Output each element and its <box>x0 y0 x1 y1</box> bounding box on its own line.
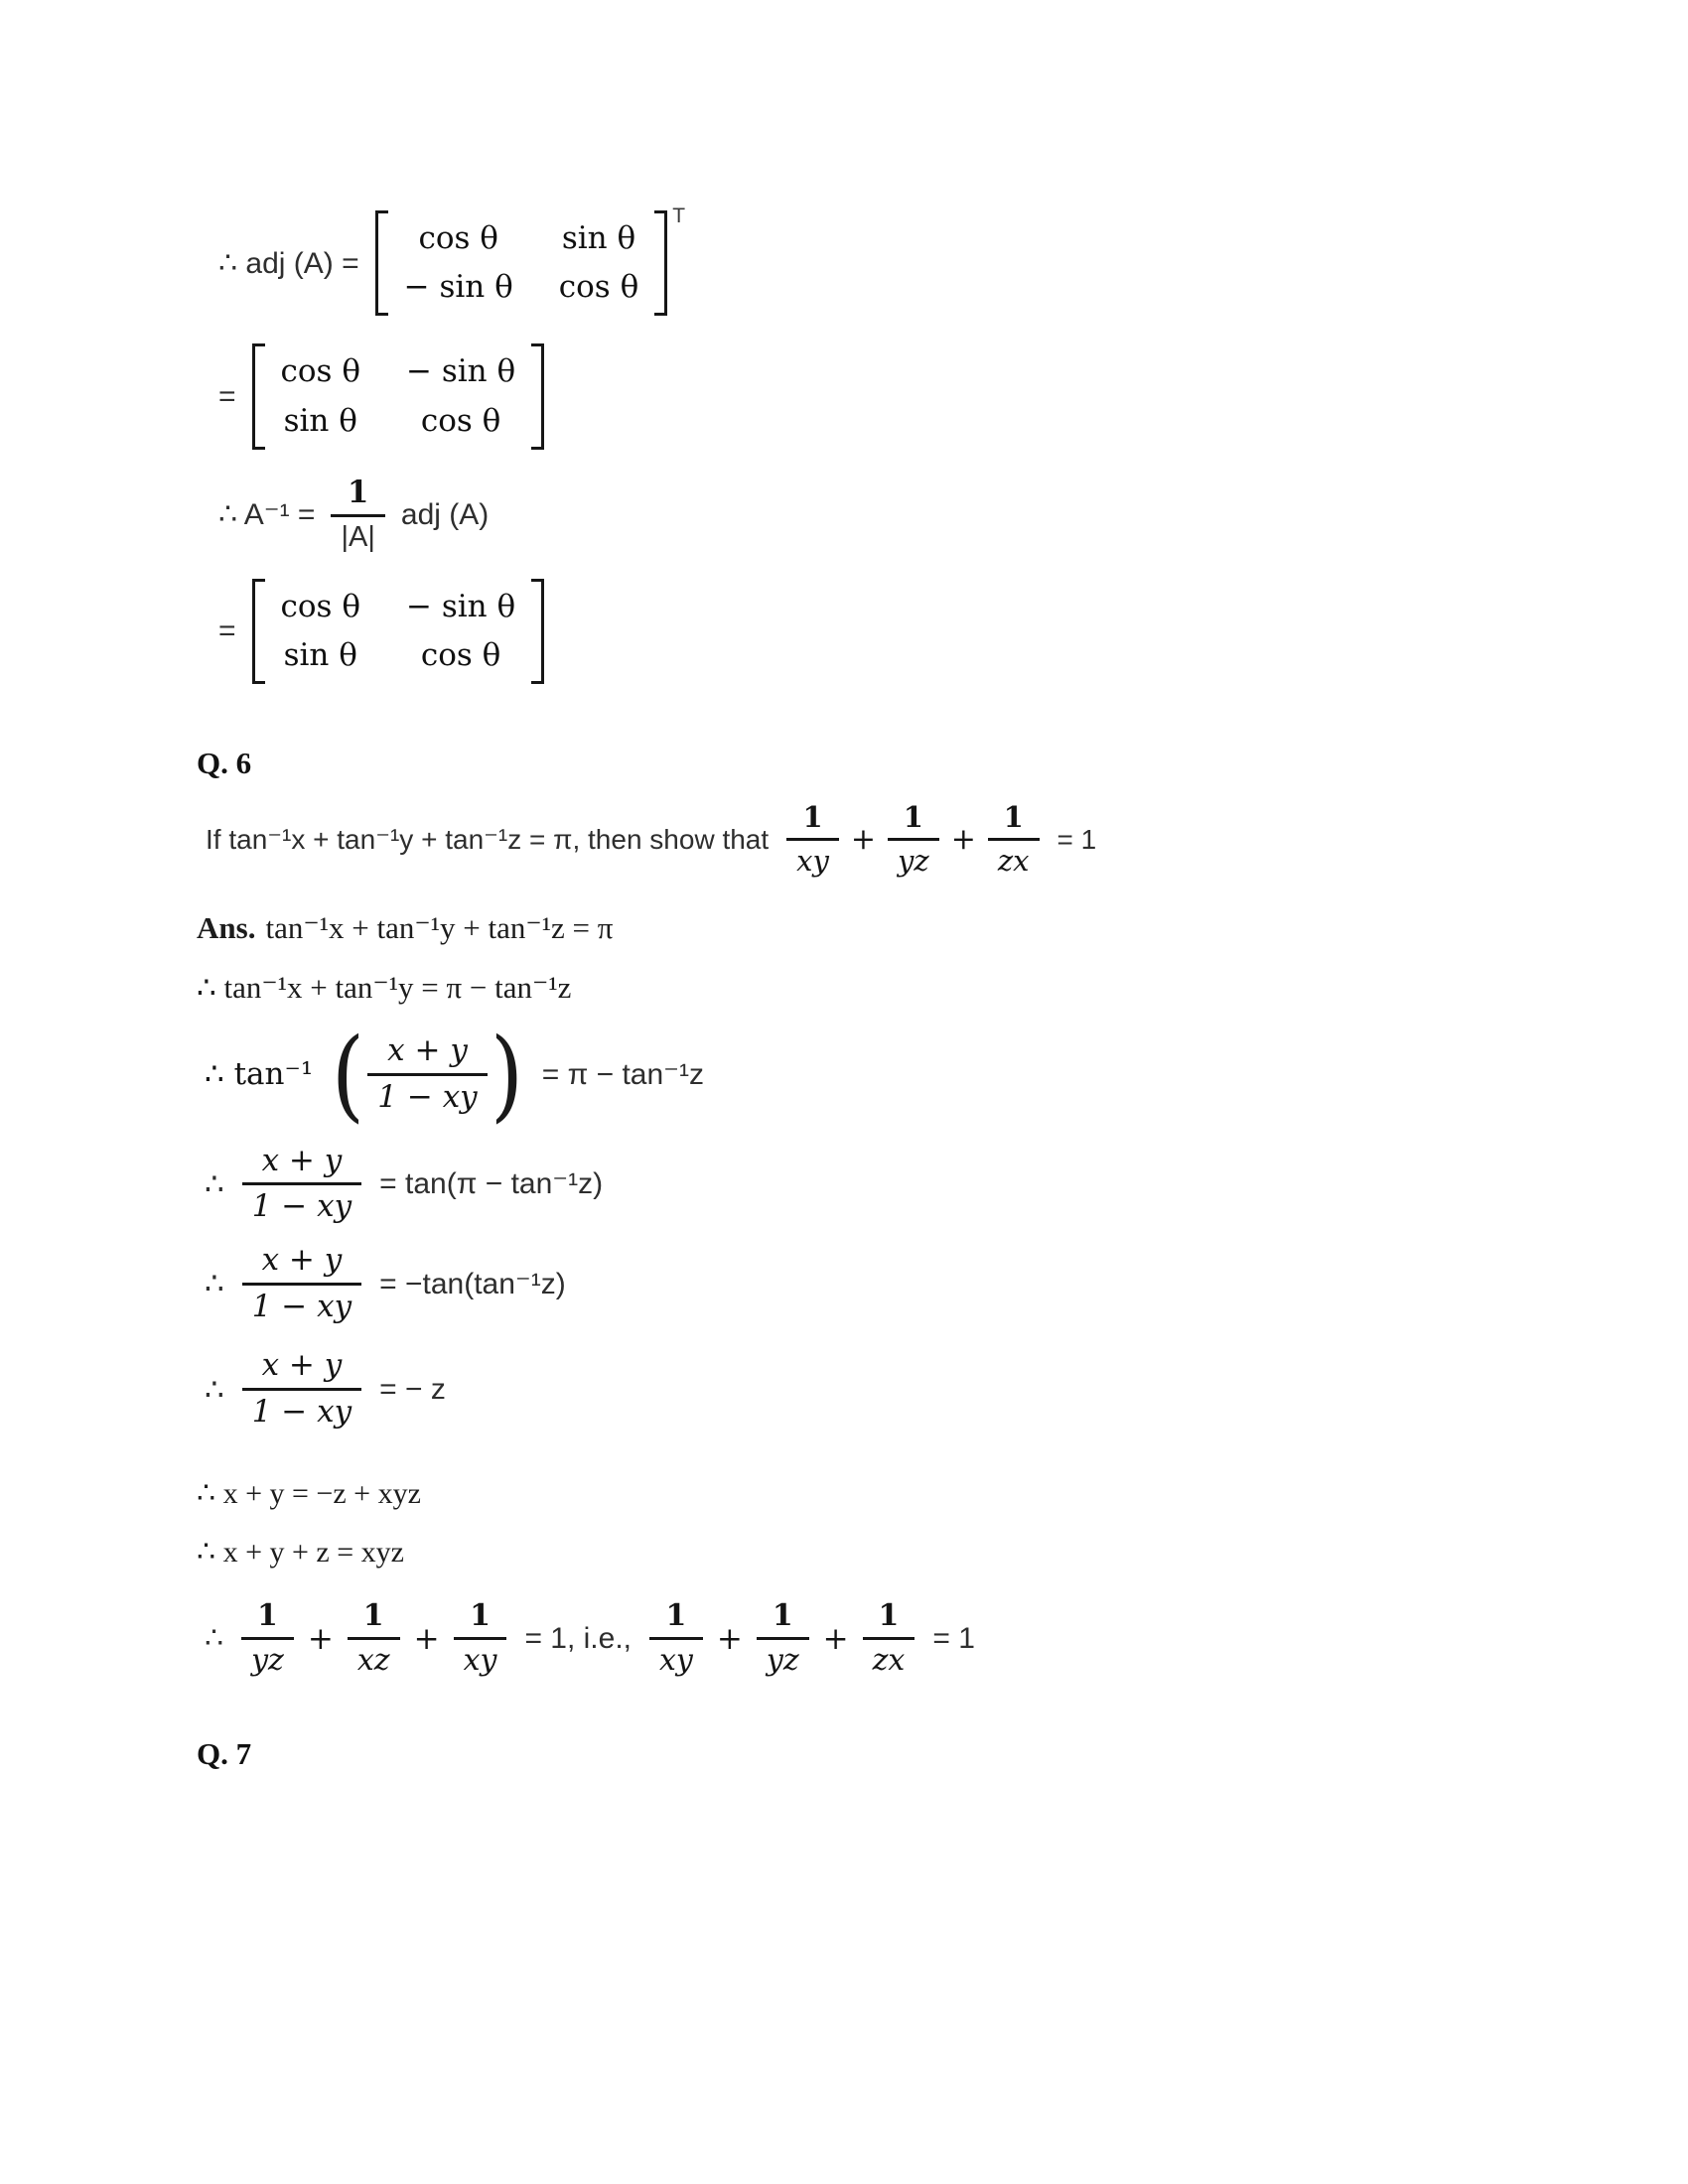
matrix-cell: sin θ <box>283 636 357 673</box>
equation-rhs: = − z <box>379 1372 446 1406</box>
matrix <box>252 343 545 449</box>
right-bracket <box>531 343 544 449</box>
fraction-xy <box>242 1348 361 1430</box>
matrix-cell: cos θ <box>280 588 360 624</box>
matrix-grid <box>388 210 655 316</box>
plus-sign: + <box>716 1620 743 1657</box>
fraction-1-xy <box>649 1599 703 1679</box>
question-6-text <box>206 801 1628 879</box>
right-bracket <box>654 210 667 316</box>
fraction-denominator: |A| <box>331 514 384 554</box>
left-bracket <box>252 579 265 684</box>
equals-sign: = <box>218 379 236 413</box>
step-xyz-sum: ∴ x + y + z = xyz <box>197 1535 404 1569</box>
equation-adjoint-transpose <box>218 205 1628 316</box>
fraction-denominator: 1 − xy <box>367 1073 487 1116</box>
matrix-cell: − sin θ <box>405 353 516 390</box>
matrix-cell: cos θ <box>418 220 498 256</box>
question-text: If tan⁻¹x + tan⁻¹y + tan⁻¹z = π, then show that <box>206 824 770 856</box>
equation-rhs: = −tan(tan⁻¹z) <box>379 1267 566 1300</box>
fraction-1-yz <box>757 1599 809 1679</box>
fraction-1-xy <box>454 1599 507 1679</box>
matrix-cell: cos θ <box>420 402 501 439</box>
fraction-1-xz <box>348 1599 400 1679</box>
step-xy-sum: ∴ x + y = −z + xyz <box>197 1476 421 1510</box>
fraction-1-zx <box>863 1599 915 1679</box>
matrix-cell: − sin θ <box>403 269 513 306</box>
plus-sign: + <box>307 1620 334 1657</box>
fraction-numerator: x + y <box>261 1142 343 1178</box>
fraction-1-xy <box>786 801 839 879</box>
therefore-symbol: ∴ <box>205 1165 224 1201</box>
fraction-numerator: 1 <box>772 1597 793 1633</box>
therefore-symbol: ∴ <box>205 1622 224 1656</box>
matrix-cell: cos θ <box>558 269 639 306</box>
equation-lead: ∴ A⁻¹ = <box>218 498 316 532</box>
fraction-denominator: 1 − xy <box>242 1182 361 1225</box>
equals-one: = 1 <box>932 1621 975 1655</box>
answer-line <box>197 910 1628 946</box>
answer-equation: tan⁻¹x + tan⁻¹y + tan⁻¹z = π <box>265 909 614 945</box>
fraction-1-yz <box>888 801 939 879</box>
fraction-denominator: zx <box>863 1637 915 1679</box>
fraction-numerator: 1 <box>470 1597 491 1633</box>
fraction-numerator: 1 <box>362 1597 384 1633</box>
fraction-numerator: 1 <box>1003 800 1024 835</box>
matrix-cell: cos θ <box>420 636 501 673</box>
fraction-numerator: x + y <box>387 1032 468 1069</box>
fraction-denominator: xy <box>454 1637 507 1679</box>
matrix-cell: sin θ <box>561 220 636 256</box>
matrix-cell: cos θ <box>280 353 360 390</box>
matrix-with-transpose <box>375 205 686 316</box>
matrix-cell: − sin θ <box>405 588 516 624</box>
left-bracket <box>375 210 388 316</box>
answer-label: Ans. <box>197 909 256 945</box>
fraction-denominator: xy <box>786 838 839 878</box>
matrix-grid <box>265 579 532 684</box>
plus-sign: + <box>850 822 877 858</box>
equation-lead: ∴ adj (A) = <box>218 246 359 280</box>
equation-lead: ∴ tan⁻¹ <box>205 1056 314 1093</box>
fraction-numerator: 1 <box>802 800 823 835</box>
fraction-numerator: 1 <box>665 1597 687 1633</box>
fraction-denominator: xy <box>649 1637 703 1679</box>
fraction-1-zx <box>988 801 1040 879</box>
final-identity <box>205 1599 1628 1679</box>
right-bracket <box>531 579 544 684</box>
close-parenthesis: ) <box>490 1016 523 1133</box>
step-tan-sum: ∴ tan⁻¹x + tan⁻¹y = π − tan⁻¹z <box>197 969 572 1005</box>
left-bracket <box>252 343 265 449</box>
open-parenthesis: ( <box>332 1016 365 1133</box>
step-arctan-fraction <box>205 1016 1628 1133</box>
fraction-xy <box>242 1243 361 1324</box>
plus-sign: + <box>822 1620 849 1657</box>
fraction-denominator: yz <box>888 838 939 878</box>
fraction-xy <box>242 1144 361 1225</box>
equation-tail: adj (A) <box>400 497 490 531</box>
equation-adjoint-result <box>218 343 1628 449</box>
fraction-one-over-detA <box>331 476 384 555</box>
matrix <box>252 579 545 684</box>
question-6-label: Q. 6 <box>197 746 252 781</box>
fraction-numerator: x + y <box>261 1242 343 1279</box>
fraction-denominator: 1 − xy <box>242 1283 361 1325</box>
matrix <box>375 210 668 316</box>
step-neg-tan <box>205 1243 1628 1324</box>
equation-inverse-formula <box>218 476 1628 555</box>
fraction-denominator: yz <box>757 1637 809 1679</box>
therefore-symbol: ∴ <box>205 1266 224 1301</box>
equation-rhs: = π − tan⁻¹z <box>541 1057 704 1091</box>
matrix-grid <box>265 343 532 449</box>
fraction-denominator: 1 − xy <box>242 1388 361 1431</box>
step-neg-z <box>205 1348 1628 1430</box>
matrix-cell: sin θ <box>283 402 357 439</box>
equation-rhs: = tan(π − tan⁻¹z) <box>379 1167 604 1201</box>
equation-inverse-result <box>218 579 1628 684</box>
step-tan-pi <box>205 1144 1628 1225</box>
therefore-symbol: ∴ <box>205 1371 224 1407</box>
fraction-denominator: xz <box>348 1637 400 1679</box>
fraction-numerator: 1 <box>878 1597 900 1633</box>
fraction-xy <box>367 1033 487 1115</box>
equals-one: = 1 <box>1056 823 1097 855</box>
fraction-numerator: x + y <box>261 1347 343 1384</box>
fraction-numerator: 1 <box>257 1597 278 1633</box>
fraction-numerator: 1 <box>903 800 923 835</box>
transpose-superscript: T <box>672 205 686 227</box>
plus-sign: + <box>950 822 976 858</box>
fraction-numerator: 1 <box>347 474 369 510</box>
equals-one-ie: = 1, i.e., <box>524 1621 633 1655</box>
fraction-denominator: zx <box>988 838 1040 878</box>
question-7-label: Q. 7 <box>197 1735 252 1771</box>
fraction-1-yz <box>241 1599 294 1679</box>
fraction-denominator: yz <box>241 1637 294 1679</box>
equals-sign: = <box>218 614 236 647</box>
plus-sign: + <box>413 1620 440 1657</box>
